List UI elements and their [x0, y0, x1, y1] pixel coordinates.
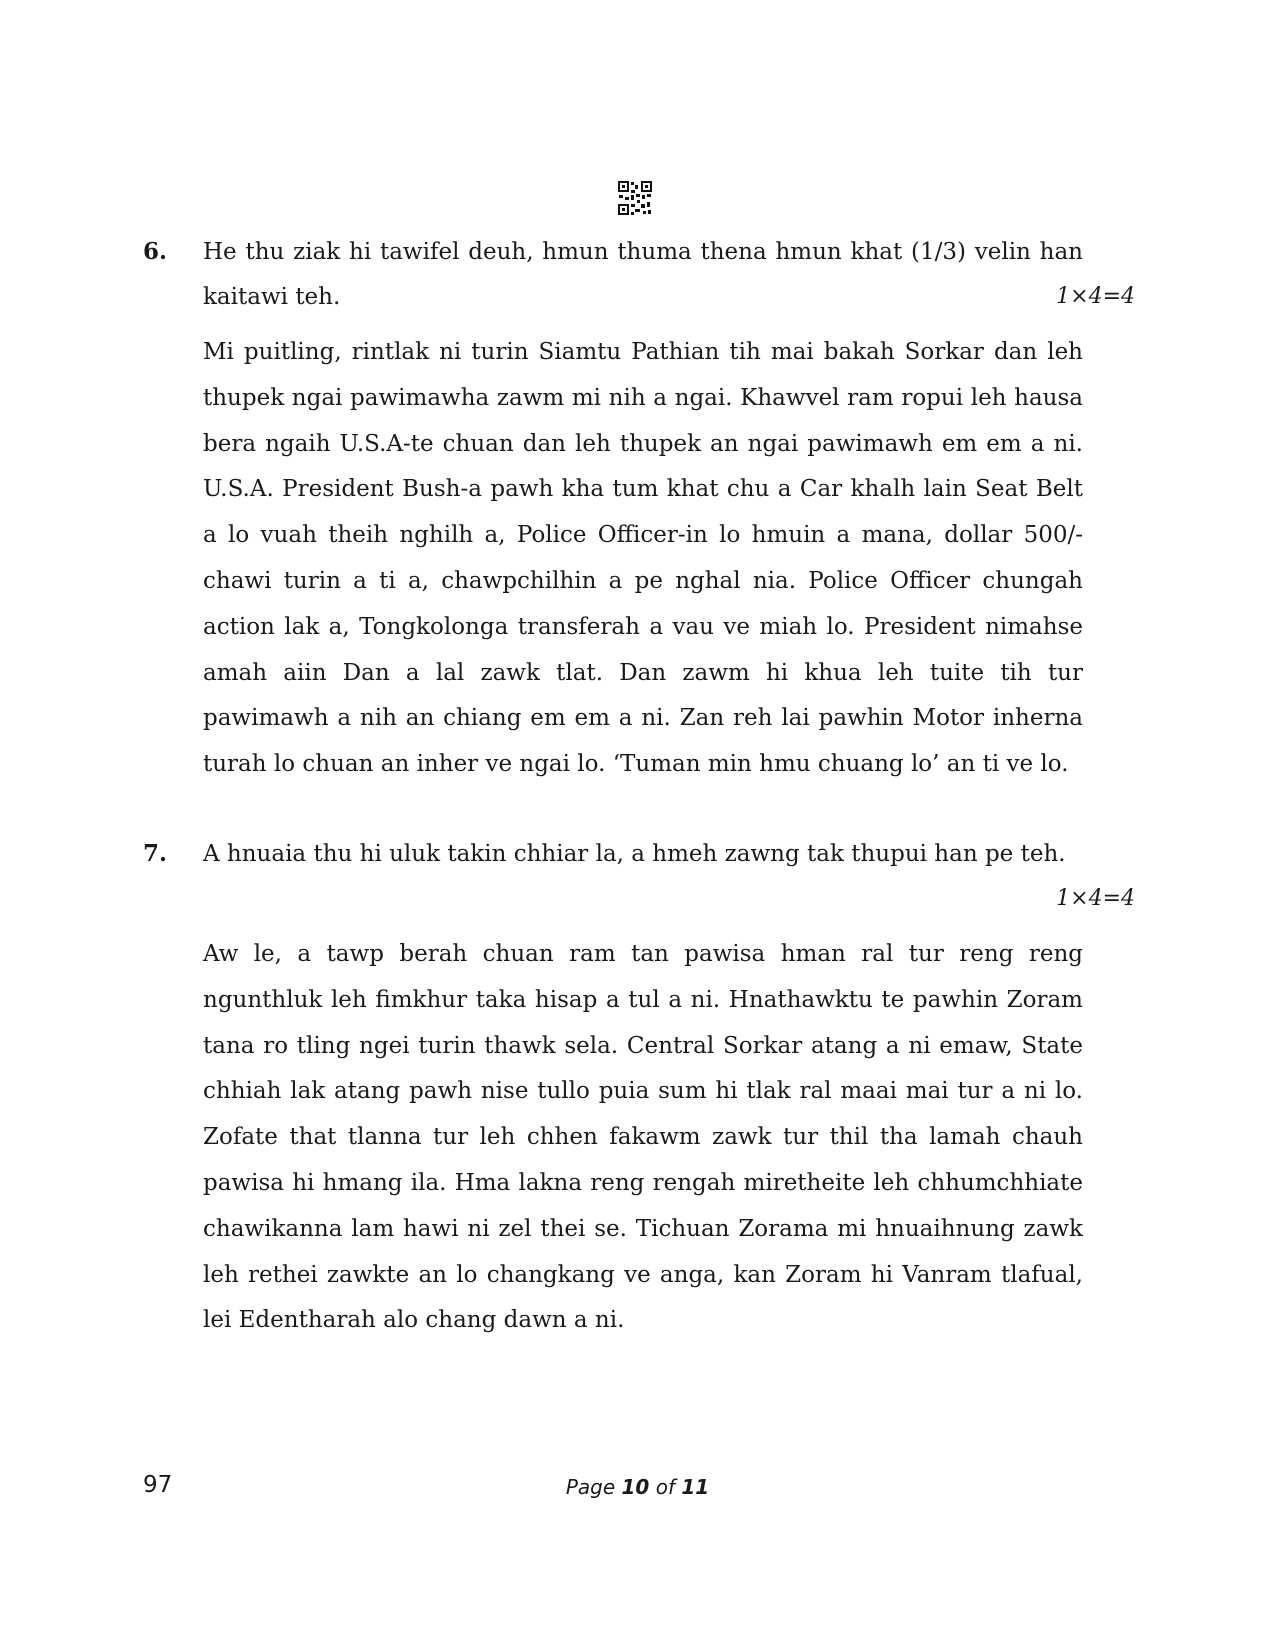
question-6-prompt: He thu ziak hi tawifel deuh, hmun thuma thena hmun khat (1/3) velin han kaitawi teh.: [203, 239, 1083, 310]
question-6-number: 6.: [143, 238, 168, 265]
page-current: 10: [621, 1475, 650, 1499]
page-number: [0, 1472, 1275, 1502]
question-7-number: 7.: [143, 840, 168, 867]
paper-code: 97: [143, 1472, 173, 1498]
question-7-prompt: A hnuaia thu hi uluk takin chhiar la, a hmeh zawng tak thupui han pe teh.: [203, 841, 1066, 867]
question-6-marks: 1×4=4: [1056, 284, 1135, 309]
qr-code-icon: [617, 180, 653, 216]
page-word: Page: [565, 1475, 616, 1499]
question-7-marks: 1×4=4: [1056, 886, 1135, 911]
question-7-passage: Aw le, a tawp berah chuan ram tan pawisa hman ral tur reng reng ngunthluk leh fimkhur taka hisap a tul a ni. Hnathawktu te pawhin Zoram tana ro tling ngei turin thawk sela. Central Sorkar atang a ni emaw, State chhiah lak atang pawh nise tullo puia sum hi tlak ral maai mai tur a ni lo. Zofate that tlanna tur leh chhen fakawm zawk tur thil tha lamah chauh pawisa hi hmang ila. Hma lakna reng rengah miretheite leh chhumchhiate chawikanna lam hawi ni zel thei se. Tichuan Zorama mi hnuaihnung zawk leh rethei zawkte an lo changkang ve anga, kan Zoram hi Vanram tlafual, lei Edentharah alo chang dawn a ni.: [203, 941, 1083, 1334]
question-6-passage: Mi puitling, rintlak ni turin Siamtu Pathian tih mai bakah Sorkar dan leh thupek ngai pawimawha zawm mi nih a ngai. Khawvel ram ropui leh hausa bera ngaih U.S.A-te chuan dan leh thupek an ngai pawimawh em em a ni. U.S.A. President Bush-a pawh kha tum khat chu a Car khalh lain Seat Belt a lo vuah theih nghilh a, Police Officer-in lo hmuin a mana, dollar 500/- chawi turin a ti a, chawpchilhin a pe nghal nia. Police Officer chungah action lak a, Tongkolonga transferah a vau ve miah lo. President nimahse amah aiin Dan a lal zawk tlat. Dan zawm hi khua leh tuite tih tur pawimawh a nih an chiang em em a ni. Zan reh lai pawhin Motor inherna turah lo chuan an inher ve ngai lo. ‘Tuman min hmu chuang lo’ an ti ve lo.: [203, 339, 1083, 778]
page-total: 11: [681, 1475, 710, 1499]
page-of: of: [655, 1475, 675, 1499]
